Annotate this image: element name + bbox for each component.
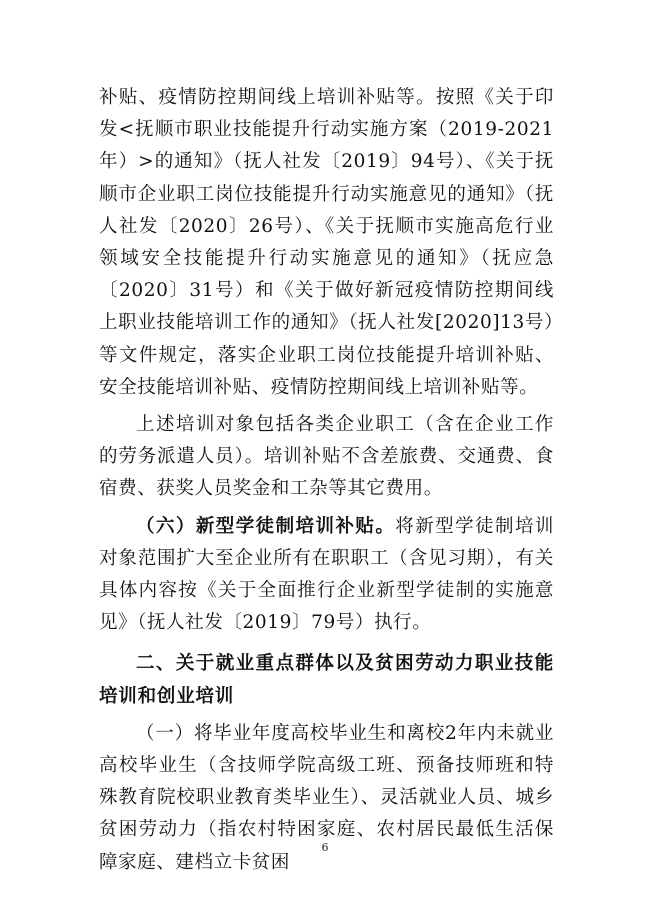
paragraph-key-groups-item-one: （一）将毕业年度高校毕业生和离校2年内未就业高校毕业生（含技师学院高级工班、预备技师班和特殊教育院校职业教育类毕业生）、灵活就业人员、城乡贫困劳动力（指农村特困家庭、农村居民最低生活保障家庭、建档立卡贫困 <box>99 722 554 873</box>
section-heading-key-groups: 二、关于就业重点群体以及贫困劳动力职业技能培训和创业培训 <box>99 653 554 707</box>
paragraph-training-subsidy-continued: 补贴、疫情防控期间线上培训补贴等。按照《关于印发<抚顺市职业技能提升行动实施方案（2019-2021年）>的通知》（抚人社发〔2019〕94号）、《关于抚顺市企业职工岗位技能提升行动实施意见的通知》（抚人社发〔2020〕26号）、《关于抚顺市实施高危行业领域安全技能提升行动实施意见的通知》（抚应急〔2020〕31号）和《关于做好新冠疫情防控期间线上职业技能培训工作的通知》（抚人社发[2020]13号）等文件规定，落实企业职工岗位技能提升培训补贴、安全技能培训补贴、疫情防控期间线上培训补贴等。 <box>99 87 554 398</box>
paragraph-apprenticeship-subsidy <box>99 511 554 640</box>
page-number: 6 <box>321 841 329 854</box>
apprenticeship-subheading: （六）新型学徒制培训补贴。 <box>136 515 396 537</box>
apprenticeship-body: 将新型学徒制培训对象范围扩大至企业所有在职职工（含见习期），有关具体内容按《关于全面推行企业新型学徒制的实施意见》（抚人社发〔2019〕79号）执行。 <box>99 515 554 634</box>
document-body <box>99 82 554 879</box>
paragraph-training-targets: 上述培训对象包括各类企业职工（含在企业工作的劳务派遣人员）。培训补贴不含差旅费、交通费、食宿费、获奖人员奖金和工杂等其它费用。 <box>99 414 554 500</box>
